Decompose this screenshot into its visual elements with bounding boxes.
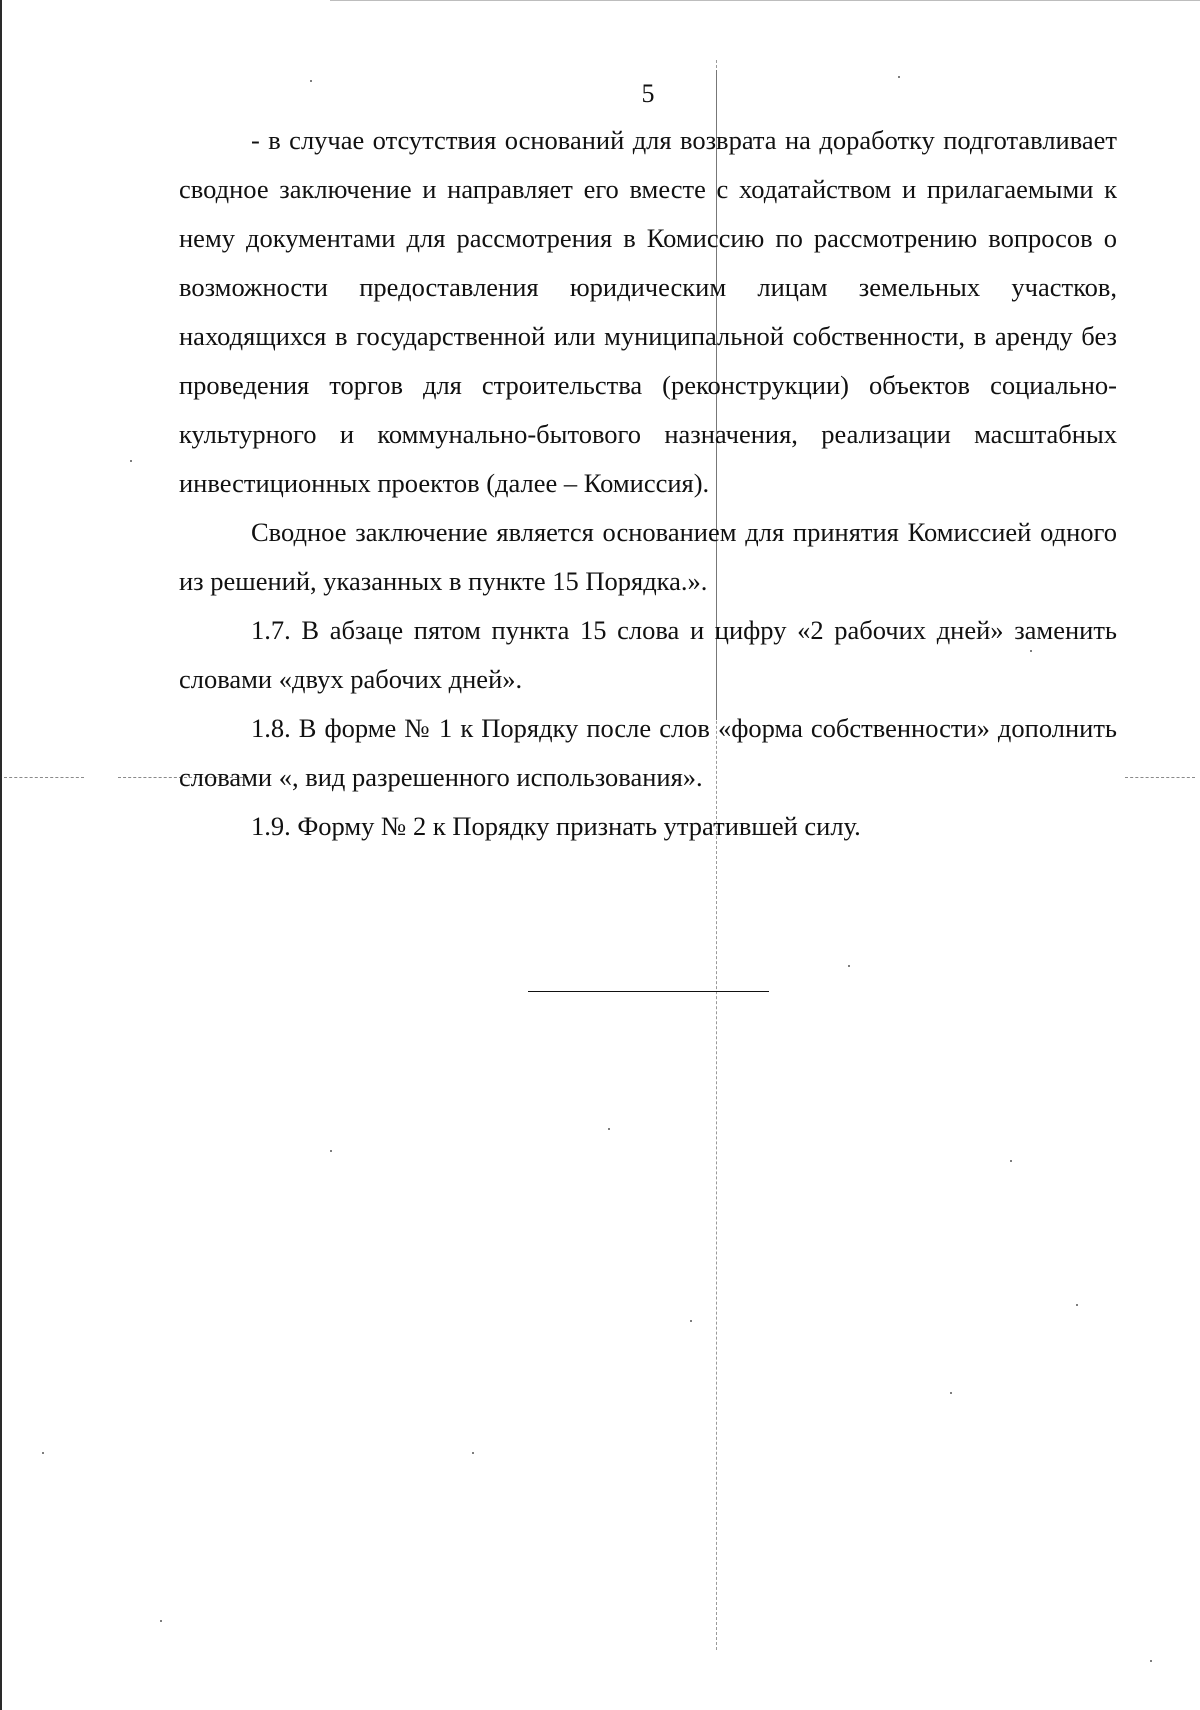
- scan-speck: [1030, 650, 1032, 652]
- scan-speck: [608, 1128, 610, 1130]
- paragraph-item-1-7: 1.7. В абзаце пятом пункта 15 слова и цифру «2 рабочих дней» заменить словами «двух рабочих дней».: [179, 615, 1117, 694]
- paragraph-item-1-9: 1.9. Форму № 2 к Порядку признать утратившей силу.: [251, 811, 861, 841]
- scan-left-edge: [0, 0, 2, 1710]
- scan-speck: [898, 76, 900, 78]
- scan-speck: [1150, 1660, 1152, 1662]
- scan-speck: [330, 1150, 332, 1152]
- scan-speck: [160, 1620, 162, 1622]
- scan-speck: [42, 1452, 44, 1454]
- closing-rule: [528, 991, 769, 992]
- scan-top-edge: [330, 0, 1200, 1]
- paragraph-item-1-8: 1.8. В форме № 1 к Порядку после слов «форма собственности» дополнить словами «, вид разрешенного использования».: [179, 713, 1117, 792]
- page-number: 5: [641, 79, 655, 108]
- scan-dash-right: [1125, 777, 1195, 778]
- scan-speck: [690, 1320, 692, 1322]
- scan-speck: [130, 460, 132, 462]
- paragraph-conclusion-procedure: - в случае отсутствия оснований для возврата на доработку подготавливает сводное заключение и направляет его вместе с ходатайством и прилагаемыми к нему документами для рассмотрения в Комиссию по рассмотрению вопросов о возможности предоставления юридическим лицам земельных участков, находящихся в государственной или муниципальной собственности, в аренду без проведения торгов для строительства (реконструкции) объектов социально-культурного и коммунально-бытового назначения, реализации масштабных инвестиционных проектов (далее – Комиссия).: [179, 125, 1117, 498]
- scan-speck: [1010, 1160, 1012, 1162]
- scan-speck: [950, 1392, 952, 1394]
- scan-speck: [848, 965, 850, 967]
- scan-dash-left: [4, 777, 84, 778]
- scan-speck: [310, 80, 312, 82]
- scan-speck: [472, 1452, 474, 1454]
- paragraph-conclusion-basis: Сводное заключение является основанием для принятия Комиссией одного из решений, указанных в пункте 15 Порядка.».: [179, 517, 1117, 596]
- document-body: [179, 116, 1117, 851]
- scan-speck: [1076, 1304, 1078, 1306]
